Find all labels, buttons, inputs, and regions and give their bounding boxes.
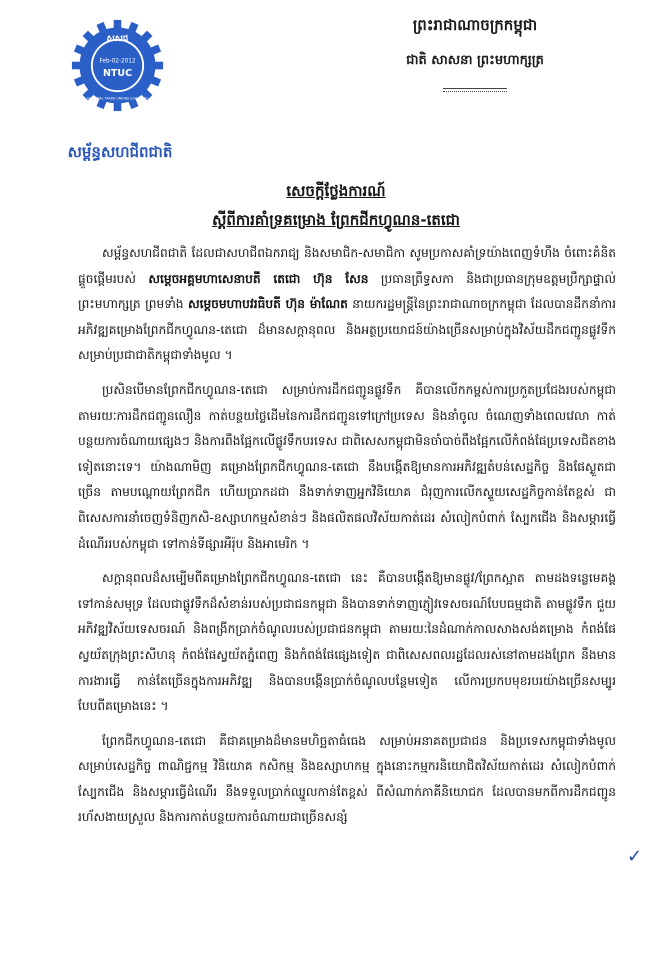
leader-name-2: សម្តេចមហាបវរធិបតី ហ៊ុន ម៉ាណែត: [187, 297, 348, 312]
logo-acronym: NTUC: [102, 67, 133, 79]
paragraph-4: ព្រែកជីកហ្វូណន-តេជោ គឺជាគម្រោងដ៏មានមហិច្ឆតាធំធេង សម្រាប់អនាគតប្រជាជន និងប្រទេសកម្ពុជាទាំងមូល សម្រាប់សេដ្ឋកិច្ច ពាណិជ្ជកម្ម វិនិយោគ កសិកម្ម និងឧស្សាហកម្ម ក្នុងនោះកម្មករនិយោជិតវិស័យកាត់ដេរ សំលៀកបំពាក់ ស្បែកជើង និងសម្ភារធ្វើដំណើរ នឹងទទួលប្រាក់ឈ្នួលកាន់តែខ្ពស់ ពីសំណាក់ភាគីនិយោជក ដែលបានមកពីការដឹកជញ្ជូនរហ័សងាយស្រួល និងការកាត់បន្ថយការចំណាយជាច្រើនសន្សំ: [78, 733, 616, 825]
header-ornament-divider: [443, 88, 507, 92]
kingdom-line: ព្រះរាជាណាចក្រកម្ពុជា: [412, 16, 538, 34]
logo-ring-text: NATIONAL TRADE UNIONS COALITION: [87, 96, 148, 101]
paragraph-2: ប្រសិនបើមានព្រែកជីកហ្វូណន-តេជោ សម្រាប់ការដឹកជញ្ជូនផ្លូវទឹក គឺបានលើកកម្ពស់ការប្រកួតប្រជែងរបស់កម្ពុជា តាមរយៈការដឹកជញ្ជូនលឿន កាត់បន្ថយថ្លៃដើមនៃការដឹកជញ្ជូនទៅក្រៅប្រទេស និងនាំចូល ចំណេញទាំងពេលវេលា កាត់បន្ថយការចំណាយផ្សេងៗ និងការពឹងផ្អែកលើផ្លូវទឹកបរទេស ជាពិសេសកម្ពុជាមិនចាំបាច់ពឹងផ្អែកលើកំពង់ផែប្រទេសជិតខាងទៀតនោះទេ។ យ៉ាងណាមិញ គម្រោងព្រែកជីកហ្វូណន-តេជោ នឹងបង្កើតឱ្យមានការអភិវឌ្ឍតំបន់សេដ្ឋកិច្ច និងផែស្ងួតជាច្រើន តាមបណ្តោយព្រែកជីក ហើយប្រាកដជា នឹងទាក់ទាញអ្នកវិនិយោគ ជំរុញការលើកស្ទួយសេដ្ឋកិច្ចកាន់តែខ្ពស់ ជាពិសេសការនាំចេញទំនិញកសិ-ឧស្សាហកម្មសំខាន់ៗ និងផលិតផលវិស័យកាត់ដេរ សំលៀកបំពាក់ ស្បែកជើង និងសម្ភារធ្វើដំណើររបស់កម្ពុជា ទៅកាន់ទីផ្សារអឺរ៉ុប និងអាមេរិក ។: [78, 382, 616, 551]
org-name: សម្ព័ន្ធសហជីពជាតិ: [67, 143, 173, 161]
paragraph-3: សក្តានុពលដ៏សម្បើមពីគម្រោងព្រែកជីកហ្វូណន-តេជោ នេះ គឺបានបង្កើតឱ្យមានផ្លូវ/ព្រែកស្អាត តាមដងទន្លេមេគង្គ ទៅកាន់សមុទ្រ ដែលជាផ្លូវទឹកដ៏សំខាន់របស់ប្រជាជនកម្ពុជា និងបានទាក់ទាញភ្ញៀវទេសចរណ៍បែបធម្មជាតិ តាមផ្លូវទឹក ជួយអភិវឌ្ឍវិស័យទេសចរណ៍ និងពង្រីកប្រាក់ចំណូលរបស់ប្រជាជនកម្ពុជា តាមរយៈនៃដំណាក់កាលសាងសង់គម្រោង កំពង់ផែស្វយ័តក្រុងព្រះសីហនុ កំពង់ផែស្វយ័តភ្នំពេញ និងកំពង់ផែផ្សេងទៀត ជាពិសេសពលរដ្ឋដែលរស់នៅតាមដងព្រែក នឹងមានការងារធ្វើ កាន់តែច្រើនក្នុងការអភិវឌ្ឍ និងបានបង្កើនប្រាក់ចំណូលបន្ថែមទៀត លើការប្រកបមុខរបរយ៉ាងច្រើនសម្បូរបែបពីគម្រោងនេះ ។: [78, 571, 616, 714]
leader-name-1: សម្តេចអគ្គមហាសេនាបតី តេជោ ហ៊ុន សែន: [148, 271, 369, 286]
paragraph-1-end: នាយករដ្ឋមន្ត្រីនៃព្រះរាជាណាចក្រកម្ពុជា ដែលបានដឹកនាំការអភិវឌ្ឍគម្រោងព្រែកជីកហ្វូណន-តេជោ ដ៏មានសក្តានុពល និងអត្ថប្រយោជន៍យ៉ាងច្រើនសម្រាប់ក្នុងវិស័យដឹកជញ្ជូនផ្លូវទឹក សម្រាប់ប្រជាជាតិកម្ពុជាទាំងមូល ។: [78, 297, 617, 363]
logo-arc-text: សសជ: [106, 33, 129, 44]
paragraph-1-intro: សម្ព័ន្ធសហជីពជាតិ ដែលជាសហជីពឯករាជ្យ និងសមាជិក-សមាជិកា សូមប្រកាសគាំទ្រយ៉ាងពេញទំហឹង ចំពោះគំនិតផ្តួចផ្តើមរបស់: [78, 246, 616, 286]
royal-header: [370, 16, 580, 71]
statement-title: សេចក្តីថ្លែងការណ៍: [286, 182, 386, 200]
statement-body: [78, 241, 616, 840]
statement-subtitle: ស្តីពីការគាំទ្រគម្រោង ព្រែកជីកហ្វូណន-តេជោ: [212, 211, 460, 229]
paragraph-1: [78, 241, 616, 369]
logo-date: Feb-02-2012: [99, 58, 136, 65]
motto-line: ជាតិ សាសនា ព្រះមហាក្សត្រ: [406, 53, 544, 68]
check-mark-icon: ✓: [627, 846, 643, 867]
ntuc-logo: [70, 18, 165, 113]
paragraph-1-middle: ប្រធានព្រឹទ្ធសភា និងជាប្រធានក្រុមឧត្តមប្រឹក្សាផ្ទាល់ព្រះមហាក្សត្រ ព្រមទាំង: [78, 271, 616, 312]
